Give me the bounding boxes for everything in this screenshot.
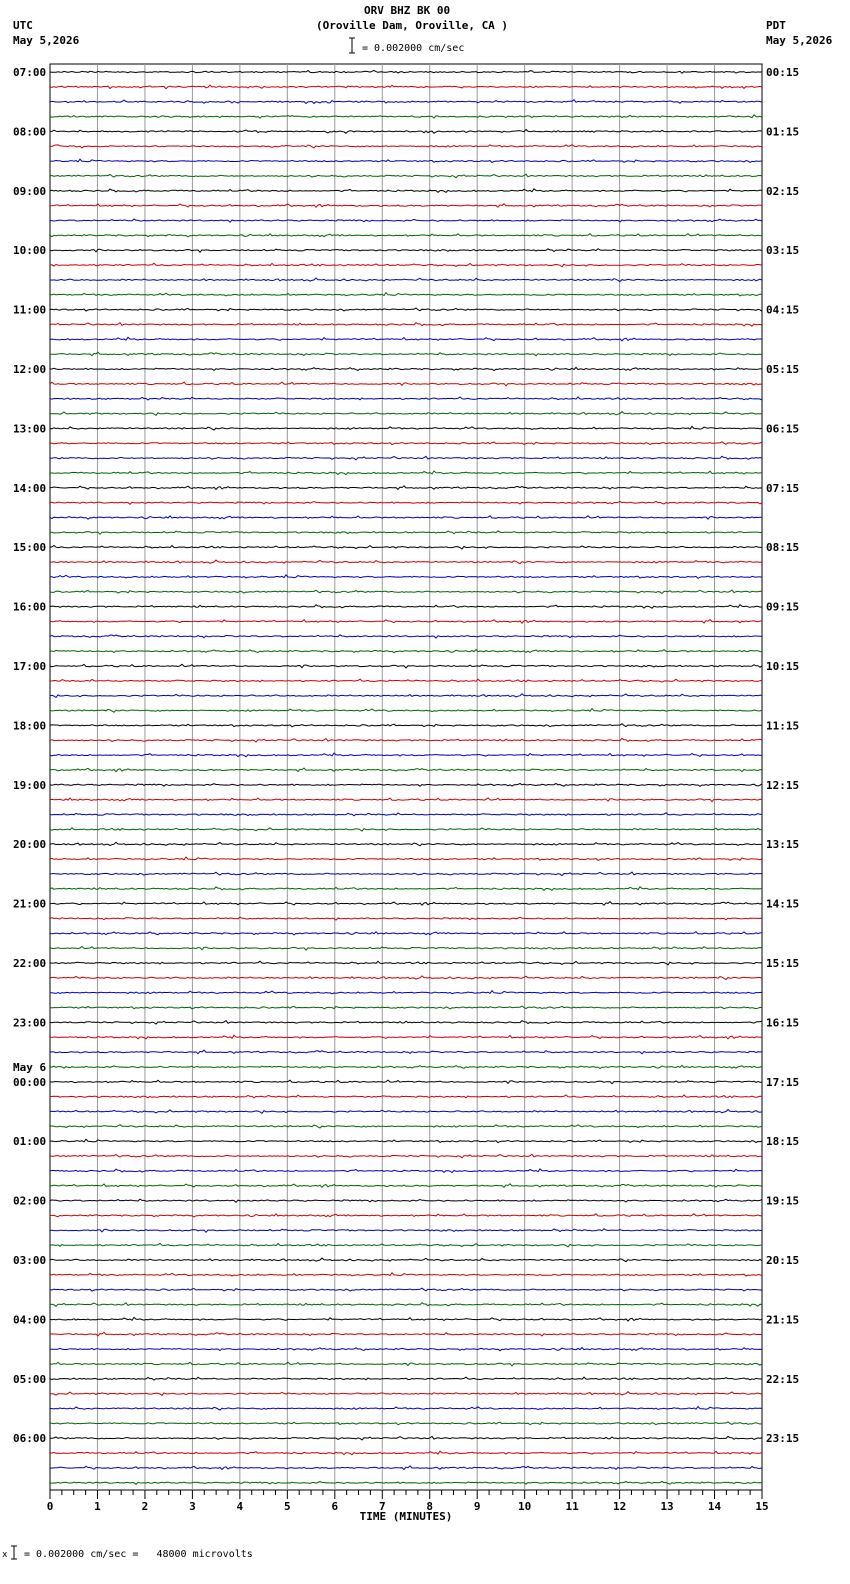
pdt-hour-label: 06:15 [766,422,800,436]
left-date: May 5,2026 [13,34,80,47]
seismic-trace [50,1095,762,1098]
seismic-trace [50,70,762,73]
seismic-trace [50,1288,762,1291]
pdt-hour-label: 02:15 [766,184,800,198]
seismic-trace [50,768,762,772]
pdt-hour-label: 13:15 [766,838,800,852]
seismic-trace [50,130,762,134]
seismic-trace [50,872,762,876]
x-tick-label: 6 [331,1500,339,1513]
seismic-trace [50,546,762,550]
seismic-trace [50,1377,762,1380]
seismic-trace [50,367,762,370]
seismic-trace [50,100,762,104]
seismic-trace [50,1229,762,1233]
seismic-trace [50,456,762,460]
seismic-trace [50,1006,762,1009]
seismic-trace [50,1407,762,1411]
utc-hour-label: 06:00 [13,1432,47,1446]
seismic-trace [50,709,762,713]
pdt-hour-label: 05:15 [766,363,800,376]
seismic-trace [50,352,762,356]
x-tick-label: 13 [660,1500,674,1513]
seismic-trace [50,442,762,445]
utc-hour-label: 18:00 [13,719,47,733]
seismic-trace [50,426,762,430]
x-tick-label: 2 [141,1500,149,1513]
seismic-trace [50,1169,762,1173]
x-tick-label: 1 [94,1500,101,1513]
utc-hour-label: 16:00 [13,600,47,614]
utc-hour-label: 13:00 [13,422,47,436]
seismic-trace [50,1050,762,1054]
seismic-trace [50,337,762,341]
seismic-trace [50,471,762,475]
footer-scale-bar-icon [11,1546,17,1559]
plot-frame [50,64,762,1490]
seismic-trace [50,1303,762,1307]
seismic-trace [50,1154,762,1158]
utc-hour-label: 00:00 [13,1075,47,1089]
pdt-hour-label: 18:15 [766,1135,800,1149]
utc-hour-label: 08:00 [13,125,47,139]
seismic-trace [50,798,762,802]
seismic-trace [50,1243,762,1247]
seismic-trace [50,1065,762,1068]
x-tick-label: 15 [755,1500,769,1513]
seismic-trace [50,1451,762,1455]
seismic-trace [50,159,762,162]
seismic-trace [50,1332,762,1336]
seismic-trace [50,1035,762,1039]
seismic-trace [50,560,762,564]
utc-hour-label: 22:00 [13,957,47,970]
utc-hour-label: 01:00 [13,1135,47,1149]
station-title: ORV BHZ BK 00 [364,4,451,17]
scale-bar-icon [349,38,355,53]
seismic-trace [50,293,762,296]
seismic-trace [50,263,762,267]
seismic-trace [50,501,762,504]
seismic-trace [50,174,762,178]
seismic-trace [50,204,762,208]
seismic-trace [50,590,762,594]
pdt-hour-label: 11:15 [766,719,800,733]
utc-hour-label: 14:00 [13,481,47,495]
seismic-trace [50,516,762,519]
seismic-trace [50,1273,762,1276]
seismic-trace [50,486,762,490]
utc-hour-label: 11:00 [13,303,47,317]
footer-prefix: x [2,1550,8,1560]
utc-hour-label: 07:00 [13,66,47,79]
seismic-trace [50,145,762,148]
seismic-trace [50,1481,762,1484]
x-tick-label: 7 [378,1500,386,1513]
pdt-hour-label: 04:15 [766,303,800,317]
seismic-trace [50,234,762,237]
pdt-hour-label: 19:15 [766,1194,800,1208]
x-axis-label: TIME (MINUTES) [359,1510,453,1523]
seismic-trace [50,1362,762,1366]
seismic-trace [50,605,762,609]
x-tick-label: 5 [284,1500,291,1513]
seismic-trace [50,1348,762,1351]
pdt-hour-label: 08:15 [766,541,800,555]
seismic-trace [50,724,762,727]
seismic-trace [50,308,762,311]
seismic-trace [50,115,762,118]
seismic-trace [50,664,762,668]
utc-hour-label: 05:00 [13,1372,47,1386]
seismic-trace [50,917,762,920]
seismic-trace [50,650,762,653]
utc-date-label: May 6 [13,1060,47,1074]
right-timezone: PDT [766,19,786,32]
seismic-trace [50,249,762,253]
seismic-trace [50,813,762,816]
seismic-trace [50,1466,762,1470]
seismic-trace [50,857,762,860]
seismic-trace [50,991,762,994]
seismic-trace [50,1258,762,1262]
seismic-trace [50,1422,762,1425]
seismic-trace [50,828,762,831]
utc-hour-label: 19:00 [13,778,47,792]
x-tick-label: 11 [565,1500,579,1513]
seismic-trace [50,738,762,742]
seismic-trace [50,620,762,624]
seismic-trace [50,1436,762,1440]
seismic-trace [50,902,762,906]
seismic-trace [50,397,762,400]
seismic-trace [50,1392,762,1396]
seismic-trace [50,1184,762,1188]
utc-hour-label: 12:00 [13,363,47,376]
utc-hour-label: 15:00 [13,541,47,555]
seismic-trace [50,531,762,534]
utc-hour-label: 04:00 [13,1313,47,1327]
seismic-trace [50,784,762,787]
pdt-hour-label: 21:15 [766,1313,800,1327]
seismic-trace [50,961,762,965]
utc-hour-label: 02:00 [13,1194,47,1208]
seismic-trace [50,976,762,980]
seismic-trace [50,679,762,682]
seismic-trace [50,189,762,193]
pdt-hour-label: 10:15 [766,660,800,673]
pdt-hour-label: 07:15 [766,481,800,495]
seismic-trace [50,842,762,846]
seismic-trace [50,635,762,638]
seismic-trace [50,1110,762,1114]
pdt-hour-label: 20:15 [766,1254,800,1267]
pdt-hour-label: 00:15 [766,66,800,79]
scale-label: = 0.002000 cm/sec [362,43,465,54]
utc-hour-label: 23:00 [13,1016,47,1030]
seismic-trace [50,219,762,222]
pdt-hour-label: 22:15 [766,1372,800,1386]
pdt-hour-label: 12:15 [766,778,800,792]
utc-hour-label: 20:00 [13,838,47,852]
seismic-trace [50,575,762,578]
seismic-trace [50,412,762,416]
seismic-trace [50,887,762,891]
x-tick-label: 4 [236,1500,244,1513]
seismic-trace [50,278,762,282]
seismic-trace [50,694,762,698]
pdt-hour-label: 01:15 [766,125,800,139]
utc-hour-label: 17:00 [13,660,47,673]
seismic-trace [50,932,762,935]
seismic-trace [50,1317,762,1321]
seismic-trace [50,1125,762,1128]
utc-hour-label: 21:00 [13,897,47,911]
right-date: May 5,2026 [766,34,833,47]
pdt-hour-label: 09:15 [766,600,800,614]
x-tick-label: 0 [46,1500,54,1513]
utc-hour-label: 03:00 [13,1254,47,1267]
x-tick-label: 10 [518,1500,532,1513]
pdt-hour-label: 16:15 [766,1016,800,1030]
x-tick-label: 8 [426,1500,434,1513]
seismic-trace [50,85,762,89]
seismic-trace [50,323,762,327]
footer-scale-text: = 0.002000 cm/sec = 48000 microvolts [24,1549,253,1560]
utc-hour-label: 09:00 [13,184,47,198]
station-location: (Oroville Dam, Oroville, CA ) [316,19,509,32]
seismic-trace [50,1199,762,1202]
seismic-trace [50,1021,762,1025]
pdt-hour-label: 03:15 [766,244,800,258]
left-timezone: UTC [13,19,33,32]
seismic-trace [50,382,762,386]
x-tick-label: 9 [473,1500,481,1513]
seismic-trace [50,1139,762,1142]
x-tick-label: 3 [189,1500,196,1513]
pdt-hour-label: 15:15 [766,957,800,970]
x-tick-label: 14 [707,1500,722,1513]
seismic-trace [50,1080,762,1084]
pdt-hour-label: 17:15 [766,1075,800,1089]
seismic-trace [50,753,762,757]
pdt-hour-label: 23:15 [766,1432,800,1446]
pdt-hour-label: 14:15 [766,897,800,911]
utc-hour-label: 10:00 [13,244,47,258]
seismic-trace [50,946,762,950]
seismic-trace [50,1214,762,1217]
x-tick-label: 12 [612,1500,627,1513]
